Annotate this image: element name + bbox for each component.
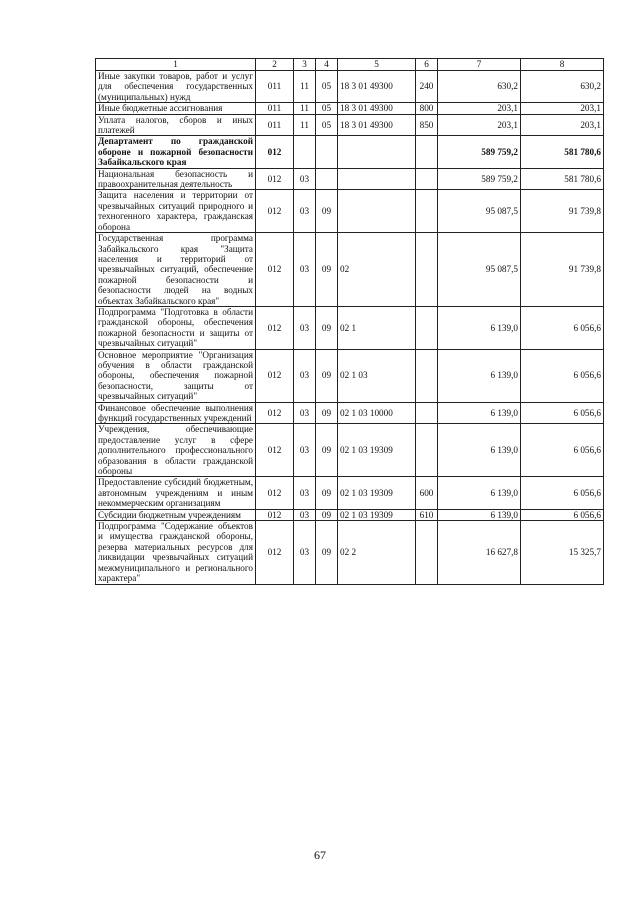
table-row: [96, 71, 604, 103]
column-header: 8: [521, 59, 604, 71]
amount-year1-cell: 6 139,0: [438, 424, 521, 477]
table-row: [96, 349, 604, 402]
table-row: [96, 509, 604, 520]
ministry-code-cell: 012: [256, 136, 294, 168]
expense-type-cell: 600: [416, 477, 438, 509]
amount-year1-cell: 589 759,2: [438, 168, 521, 190]
amount-year1-cell: 203,1: [438, 103, 521, 114]
page-number: 67: [314, 848, 326, 862]
budget-table: [95, 58, 604, 585]
section-code-cell: [294, 136, 316, 168]
section-code-cell: 11: [294, 71, 316, 103]
table-row: [96, 168, 604, 190]
subsection-code-cell: 09: [316, 233, 338, 307]
column-header: 6: [416, 59, 438, 71]
row-name-cell: Национальная безопасность и правоохранительная деятельность: [96, 168, 256, 190]
target-article-cell: 02 2: [338, 521, 416, 584]
subsection-code-cell: [316, 168, 338, 190]
subsection-code-cell: 05: [316, 114, 338, 136]
target-article-cell: 02 1 03 19309: [338, 477, 416, 509]
row-name-cell: Предоставление субсидий бюджетным, автономным учреждениям и иным некоммерческим организациям: [96, 477, 256, 509]
ministry-code-cell: 012: [256, 168, 294, 190]
subsection-code-cell: 09: [316, 190, 338, 233]
section-code-cell: 03: [294, 521, 316, 584]
expense-type-cell: [416, 136, 438, 168]
expense-type-cell: [416, 424, 438, 477]
amount-year2-cell: 581 780,6: [521, 168, 604, 190]
table-row: [96, 233, 604, 307]
target-article-cell: 02 1 03 19309: [338, 509, 416, 520]
amount-year1-cell: 16 627,8: [438, 521, 521, 584]
amount-year2-cell: 6 056,6: [521, 424, 604, 477]
ministry-code-cell: 011: [256, 71, 294, 103]
column-header: 7: [438, 59, 521, 71]
amount-year2-cell: 581 780,6: [521, 136, 604, 168]
column-header: 2: [256, 59, 294, 71]
table-row: [96, 306, 604, 349]
target-article-cell: 18 3 01 49300: [338, 114, 416, 136]
amount-year1-cell: 6 139,0: [438, 402, 521, 424]
amount-year1-cell: 6 139,0: [438, 509, 521, 520]
amount-year1-cell: 6 139,0: [438, 349, 521, 402]
target-article-cell: 18 3 01 49300: [338, 103, 416, 114]
ministry-code-cell: 012: [256, 233, 294, 307]
section-code-cell: 03: [294, 349, 316, 402]
amount-year1-cell: 95 087,5: [438, 190, 521, 233]
expense-type-cell: 800: [416, 103, 438, 114]
section-code-cell: 03: [294, 168, 316, 190]
subsection-code-cell: 09: [316, 306, 338, 349]
target-article-cell: 18 3 01 49300: [338, 71, 416, 103]
target-article-cell: 02 1 03 19309: [338, 424, 416, 477]
amount-year2-cell: 6 056,6: [521, 306, 604, 349]
subsection-code-cell: 09: [316, 477, 338, 509]
header-row: [96, 59, 604, 71]
ministry-code-cell: 011: [256, 103, 294, 114]
section-code-cell: 03: [294, 190, 316, 233]
row-name-cell: Учреждения, обеспечивающие предоставление услуг в сфере дополнительного профессионального образования в области гражданской обороны: [96, 424, 256, 477]
column-header: 4: [316, 59, 338, 71]
amount-year2-cell: 6 056,6: [521, 477, 604, 509]
subsection-code-cell: 09: [316, 521, 338, 584]
row-name-cell: Подпрограмма "Подготовка в области гражданской обороны, обеспечения пожарной безопасности и защиты от чрезвычайных ситуаций": [96, 306, 256, 349]
amount-year2-cell: 6 056,6: [521, 349, 604, 402]
row-name-cell: Основное мероприятие "Организация обучения в области гражданской обороны, обеспечения пожарной безопасности, защиты от чрезвычайных ситуаций": [96, 349, 256, 402]
expense-type-cell: 240: [416, 71, 438, 103]
table-row: [96, 402, 604, 424]
subsection-code-cell: [316, 136, 338, 168]
section-code-cell: 03: [294, 306, 316, 349]
table-row: [96, 114, 604, 136]
ministry-code-cell: 012: [256, 190, 294, 233]
expense-type-cell: [416, 349, 438, 402]
subsection-code-cell: 09: [316, 402, 338, 424]
subsection-code-cell: 05: [316, 103, 338, 114]
amount-year1-cell: 95 087,5: [438, 233, 521, 307]
expense-type-cell: [416, 402, 438, 424]
table-row: [96, 424, 604, 477]
target-article-cell: 02 1: [338, 306, 416, 349]
subsection-code-cell: 09: [316, 349, 338, 402]
section-code-cell: 11: [294, 103, 316, 114]
section-code-cell: 11: [294, 114, 316, 136]
subsection-code-cell: 09: [316, 509, 338, 520]
section-code-cell: 03: [294, 233, 316, 307]
row-name-cell: Подпрограмма "Содержание объектов и имущества гражданской обороны, резерва материальных ресурсов для ликвидации чрезвычайных ситуаций межмуниципального и регионального характера": [96, 521, 256, 584]
row-name-cell: Защита населения и территории от чрезвычайных ситуаций природного и техногенного характера, гражданская оборона: [96, 190, 256, 233]
ministry-code-cell: 012: [256, 349, 294, 402]
table-row: [96, 477, 604, 509]
amount-year1-cell: 6 139,0: [438, 306, 521, 349]
target-article-cell: [338, 136, 416, 168]
ministry-code-cell: 011: [256, 114, 294, 136]
table-row: [96, 190, 604, 233]
amount-year2-cell: 91 739,8: [521, 190, 604, 233]
expense-type-cell: [416, 306, 438, 349]
amount-year1-cell: 589 759,2: [438, 136, 521, 168]
column-header: 5: [338, 59, 416, 71]
row-name-cell: Уплата налогов, сборов и иных платежей: [96, 114, 256, 136]
column-header: 3: [294, 59, 316, 71]
amount-year2-cell: 6 056,6: [521, 509, 604, 520]
target-article-cell: 02: [338, 233, 416, 307]
ministry-code-cell: 012: [256, 424, 294, 477]
subsection-code-cell: 09: [316, 424, 338, 477]
amount-year2-cell: 203,1: [521, 103, 604, 114]
row-name-cell: Государственная программа Забайкальского края "Защита населения и территорий от чрезвычайных ситуаций, обеспечение пожарной безопасности и безопасности людей на водных объектах Забайкальского края": [96, 233, 256, 307]
ministry-code-cell: 012: [256, 477, 294, 509]
table-row: [96, 136, 604, 168]
amount-year2-cell: 15 325,7: [521, 521, 604, 584]
table-body: [96, 71, 604, 585]
expense-type-cell: [416, 190, 438, 233]
subsection-code-cell: 05: [316, 71, 338, 103]
row-name-cell: Субсидии бюджетным учреждениям: [96, 509, 256, 520]
amount-year2-cell: 6 056,6: [521, 402, 604, 424]
row-name-cell: Департамент по гражданской обороне и пожарной безопасности Забайкальского края: [96, 136, 256, 168]
amount-year2-cell: 91 739,8: [521, 233, 604, 307]
expense-type-cell: [416, 168, 438, 190]
section-code-cell: 03: [294, 402, 316, 424]
amount-year1-cell: 6 139,0: [438, 477, 521, 509]
section-code-cell: 03: [294, 509, 316, 520]
row-name-cell: Иные бюджетные ассигнования: [96, 103, 256, 114]
expense-type-cell: [416, 521, 438, 584]
amount-year2-cell: 203,1: [521, 114, 604, 136]
amount-year1-cell: 203,1: [438, 114, 521, 136]
expense-type-cell: 850: [416, 114, 438, 136]
ministry-code-cell: 012: [256, 402, 294, 424]
target-article-cell: [338, 168, 416, 190]
expense-type-cell: [416, 233, 438, 307]
row-name-cell: Финансовое обеспечение выполнения функций государственных учреждений: [96, 402, 256, 424]
target-article-cell: 02 1 03 10000: [338, 402, 416, 424]
ministry-code-cell: 012: [256, 306, 294, 349]
section-code-cell: 03: [294, 477, 316, 509]
target-article-cell: [338, 190, 416, 233]
amount-year2-cell: 630,2: [521, 71, 604, 103]
expense-type-cell: 610: [416, 509, 438, 520]
ministry-code-cell: 012: [256, 509, 294, 520]
amount-year1-cell: 630,2: [438, 71, 521, 103]
table-row: [96, 521, 604, 584]
row-name-cell: Иные закупки товаров, работ и услуг для обеспечения государственных (муниципальных) нужд: [96, 71, 256, 103]
column-header: 1: [96, 59, 256, 71]
target-article-cell: 02 1 03: [338, 349, 416, 402]
table-row: [96, 103, 604, 114]
section-code-cell: 03: [294, 424, 316, 477]
ministry-code-cell: 012: [256, 521, 294, 584]
